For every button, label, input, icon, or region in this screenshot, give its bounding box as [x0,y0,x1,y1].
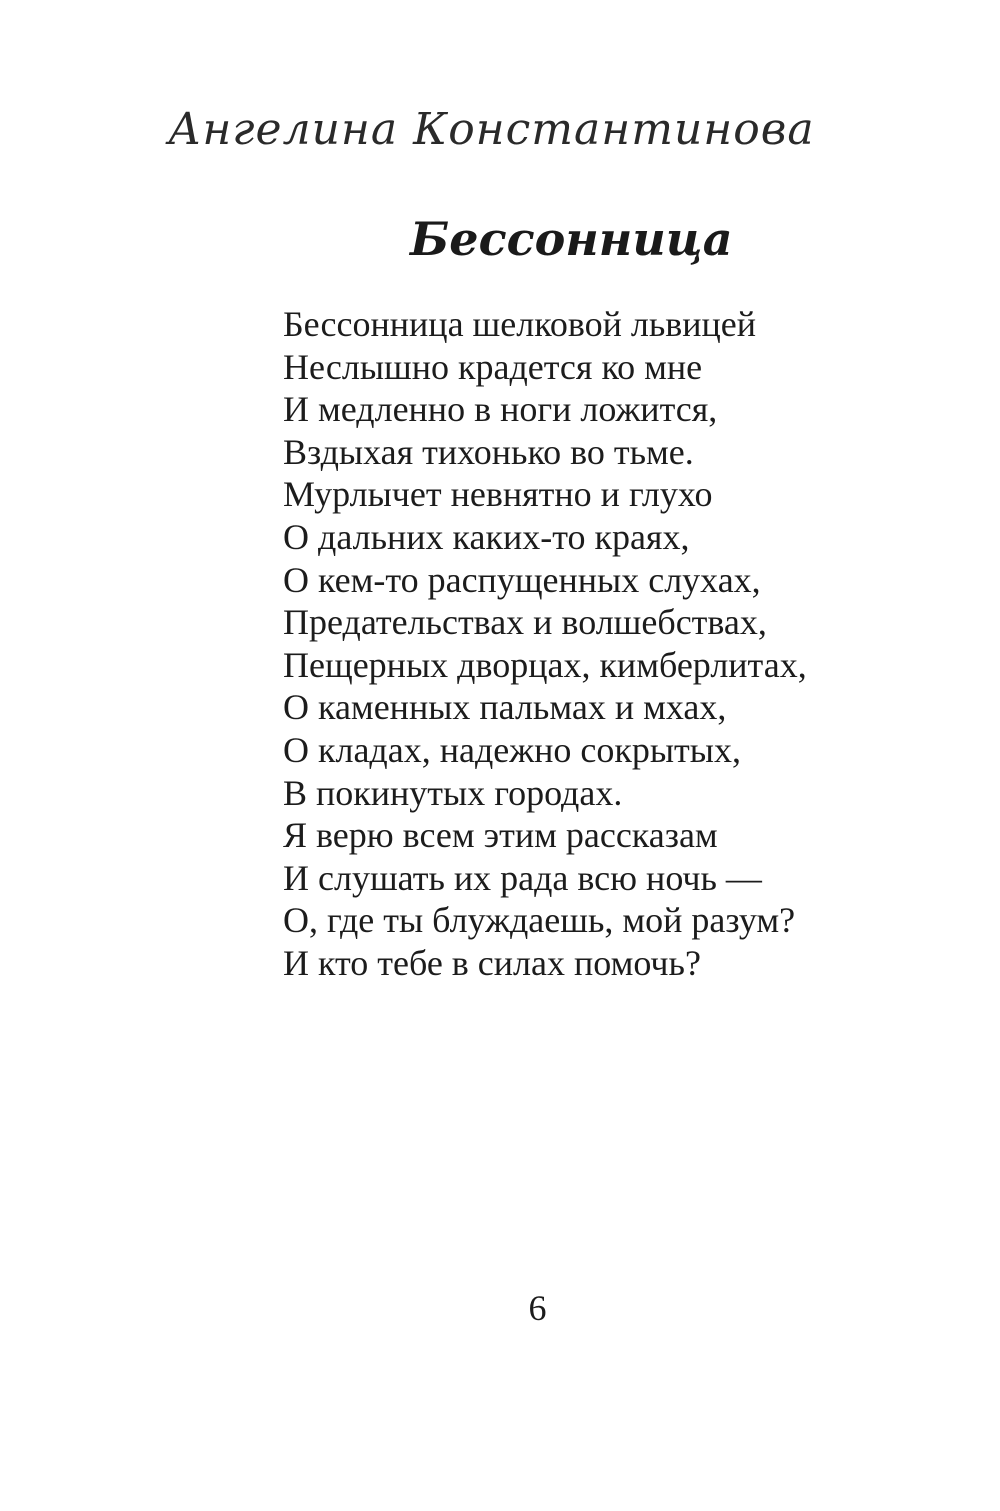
running-header-author: Ангелина Константинова [168,104,815,155]
poem-line: И слушать их рада всю ночь — [283,857,762,898]
poem-line: Бессонница шелковой львицей [283,304,757,344]
poem-line: Я верю всем этим рассказам [283,815,718,856]
poem-line: О каменных пальмах и мхах, [283,687,727,728]
poem-line: О дальних каких-то краях, [283,516,690,557]
poem-line: И кто тебе в силах помочь? [283,942,701,983]
poem-line: Предательствах и волшебствах, [283,602,767,643]
poem-line: Пещерных дворцах, кимберлитах, [283,644,807,685]
poem-text [283,303,807,985]
poem-line: Неслышно крадется ко мне [283,346,703,387]
page-number: 6 [528,1288,547,1328]
poem-line: Мурлычет невнятно и глухо [283,474,713,515]
poem-line: О кем-то распущенных слухах, [283,559,761,600]
poem-line: О, где ты блуждаешь, мой разум? [283,900,796,941]
poem-line: О кладах, надежно сокрытых, [283,729,741,770]
poem-line: И медленно в ноги ложится, [283,389,718,430]
poem-line: В покинутых городах. [283,772,623,813]
poem-title: Бессонница [410,212,733,266]
poem-line: Вздыхая тихонько во тьме. [283,431,694,472]
